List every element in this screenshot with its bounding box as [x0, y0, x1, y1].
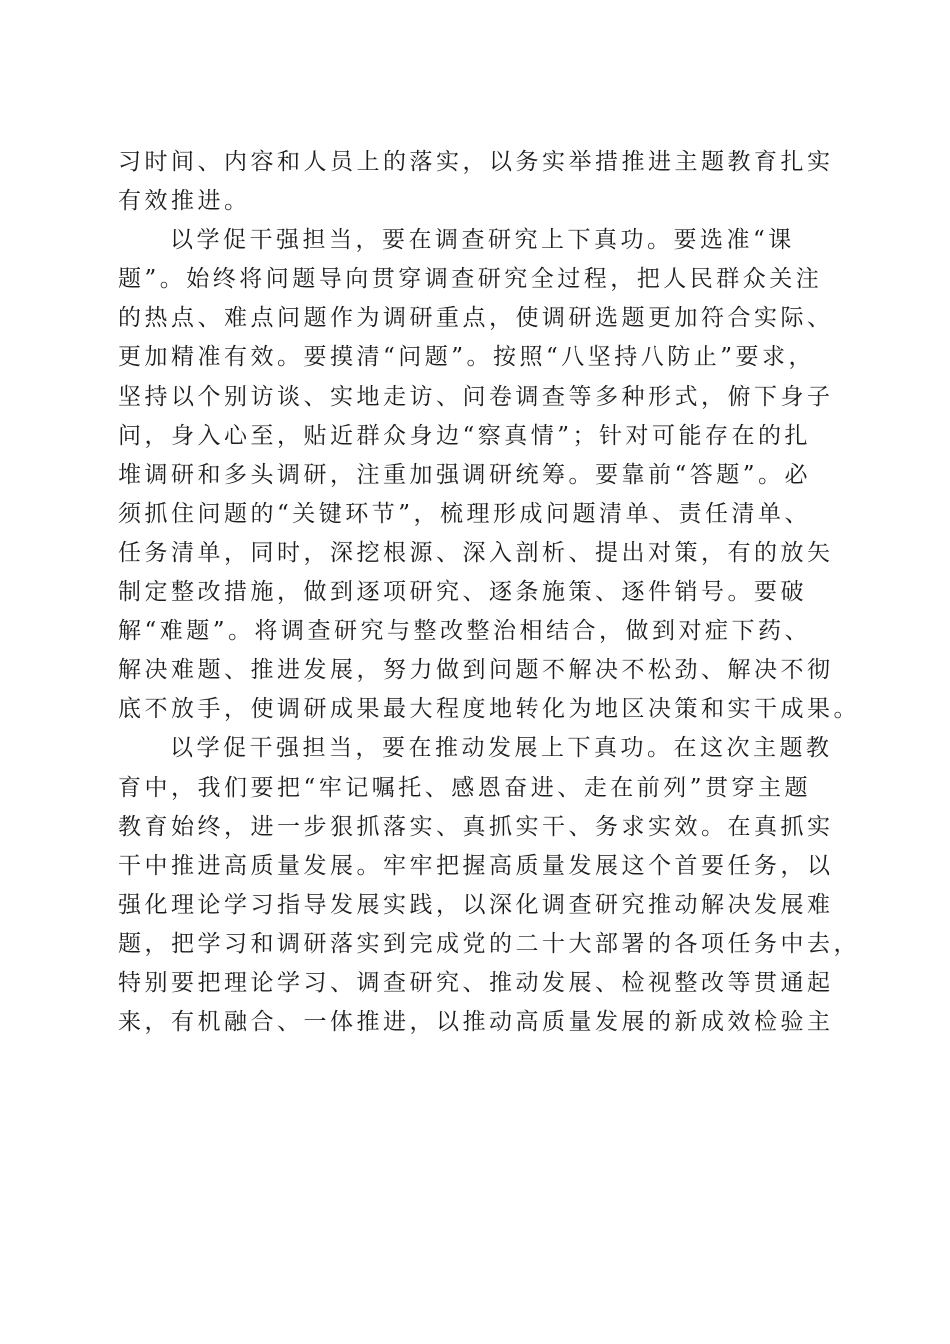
text-line: 干中推进高质量发展。牢牢把握高质量发展这个首要任务，以 [118, 852, 834, 879]
text-line: 坚持以个别访谈、实地走访、问卷调查等多种形式，俯下身子 [118, 383, 834, 410]
text-line: 任务清单，同时，深挖根源、深入剖析、提出对策，有的放矢 [118, 539, 834, 566]
text-line: 更加精准有效。要摸清“问题”。按照“八坚持八防止”要求， [118, 344, 816, 371]
text-line: 底不放手，使调研成果最大程度地转化为地区决策和实干成果。 [118, 696, 860, 723]
text-line: 教育始终，进一步狠抓落实、真抓实干、务求实效。在真抓实 [118, 813, 834, 840]
text-line: 解“难题”。将调查研究与整改整治相结合，做到对症下药、 [118, 618, 812, 645]
paragraph-first-line: 以学促干强担当，要在调查研究上下真功。要选准“课 [170, 227, 795, 254]
text-line: 题”。始终将问题导向贯穿调查研究全过程，把人民群众关注 [118, 266, 823, 293]
paragraph-first-line: 以学促干强担当，要在推动发展上下真功。在这次主题教 [170, 735, 833, 762]
text-line: 须抓住问题的“关键环节”，梳理形成问题清单、责任清单、 [118, 500, 812, 527]
text-line: 特别要把理论学习、调查研究、推动发展、检视整改等贯通起 [118, 969, 834, 996]
text-line: 制定整改措施，做到逐项研究、逐条施策、逐件销号。要破 [118, 579, 807, 606]
text-line: 问，身入心至，贴近群众身边“察真情”；针对可能存在的扎 [118, 422, 812, 449]
text-line: 有效推进。 [118, 188, 251, 215]
text-line: 的热点、难点问题作为调研重点，使调研选题更加符合实际、 [118, 305, 834, 332]
text-line: 强化理论学习指导发展实践，以深化调查研究推动解决发展难 [118, 891, 834, 918]
text-line: 育中，我们要把“牢记嘱托、感恩奋进、走在前列”贯穿主题 [118, 774, 812, 801]
text-line: 来，有机融合、一体推进，以推动高质量发展的新成效检验主 [118, 1009, 834, 1036]
text-line: 习时间、内容和人员上的落实，以务实举措推进主题教育扎实 [118, 149, 834, 175]
body-text [118, 143, 860, 1042]
text-line: 堆调研和多头调研，注重加强调研统筹。要靠前“答题”。必 [118, 461, 812, 488]
text-line: 题，把学习和调研落实到完成党的二十大部署的各项任务中去， [118, 930, 860, 957]
text-line: 解决难题、推进发展，努力做到问题不解决不松劲、解决不彻 [118, 657, 834, 684]
